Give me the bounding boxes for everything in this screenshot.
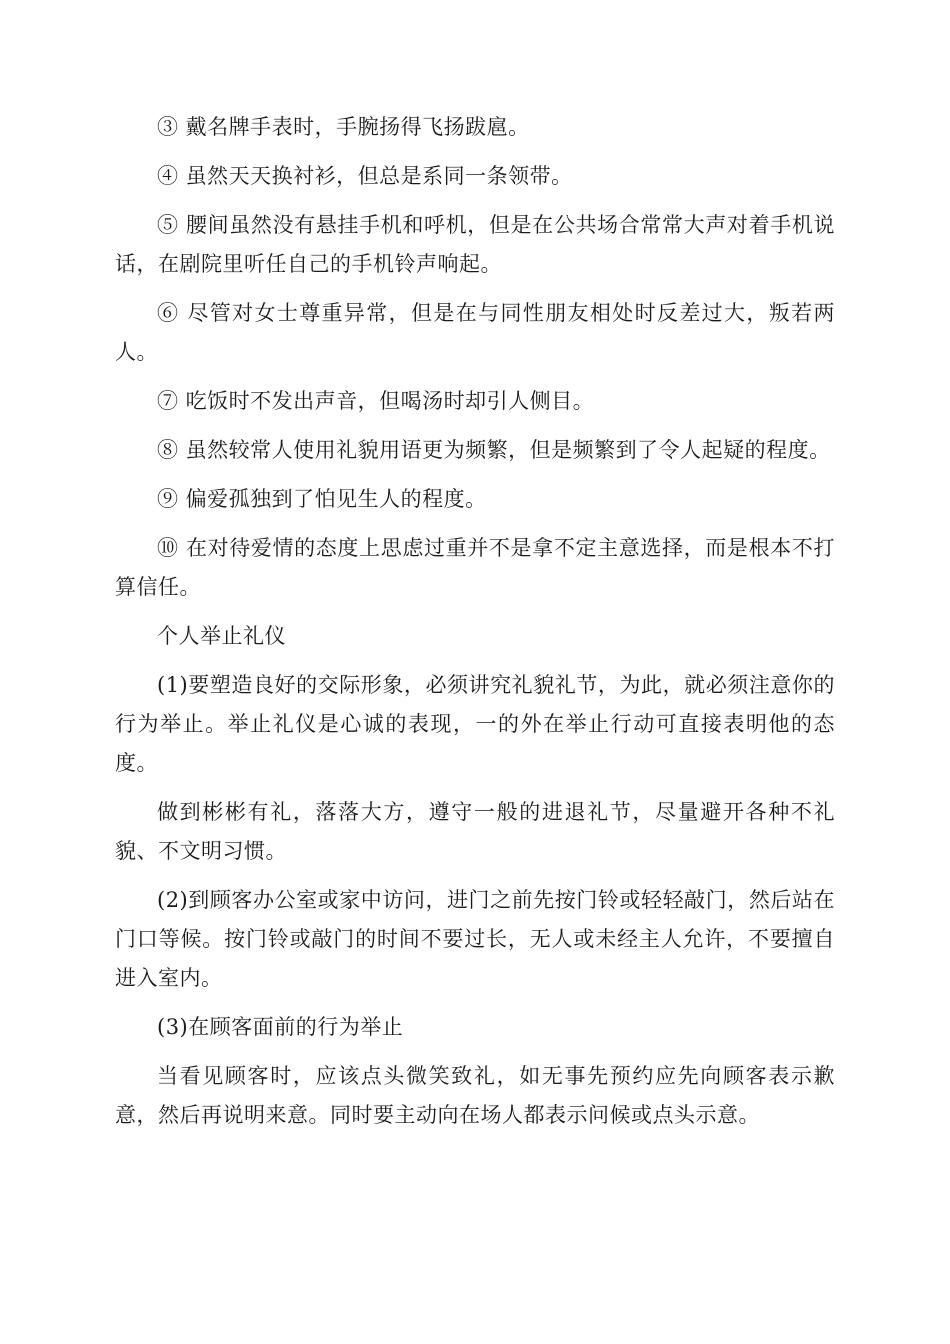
paragraph-item-10: ⑩ 在对待爱情的态度上思虑过重并不是拿不定主意选择，而是根本不打算信任。 — [115, 536, 835, 599]
paragraph-point-3-heading: (3)在顾客面前的行为举止 — [157, 1015, 404, 1039]
paragraph-item-9: ⑨ 偏爱孤独到了怕见生人的程度。 — [157, 487, 487, 511]
paragraph-point-2: (2)到顾客办公室或家中访问，进门之前先按门铃或轻轻敲门，然后站在门口等候。按门铃或敲门的时间不要过长，无人或未经主人允许，不要擅自进入室内。 — [115, 888, 835, 990]
document-body — [115, 108, 835, 1145]
paragraph-point-1: (1)要塑造良好的交际形象，必须讲究礼貌礼节，为此，就必须注意你的行为举止。举止礼仪是心诚的表现，一的外在举止行动可直接表明他的态度。 — [115, 673, 835, 775]
paragraph-item-3: ③ 戴名牌手表时，手腕扬得飞扬跋扈。 — [157, 115, 530, 139]
paragraph-item-6: ⑥ 尽管对女士尊重异常，但是在与同性朋友相处时反差过大，叛若两人。 — [115, 301, 835, 364]
paragraph-point-3-detail: 当看见顾客时，应该点头微笑致礼，如无事先预约应先向顾客表示歉意，然后再说明来意。同时要主动向在场人都表示问候或点头示意。 — [115, 1064, 835, 1127]
paragraph-item-8: ⑧ 虽然较常人使用礼貌用语更为频繁，但是频繁到了令人起疑的程度。 — [157, 438, 831, 462]
paragraph-point-1-detail: 做到彬彬有礼，落落大方，遵守一般的进退礼节，尽量避开各种不礼貌、不文明习惯。 — [115, 800, 835, 863]
paragraph-item-4: ④ 虽然天天换衬衫，但总是系同一条领带。 — [157, 164, 573, 188]
section-heading: 个人举止礼仪 — [157, 624, 286, 648]
paragraph-item-7: ⑦ 吃饭时不发出声音，但喝汤时却引人侧目。 — [157, 389, 595, 413]
paragraph-item-5: ⑤ 腰间虽然没有悬挂手机和呼机，但是在公共场合常常大声对着手机说话，在剧院里听任自己的手机铃声响起。 — [115, 213, 835, 276]
